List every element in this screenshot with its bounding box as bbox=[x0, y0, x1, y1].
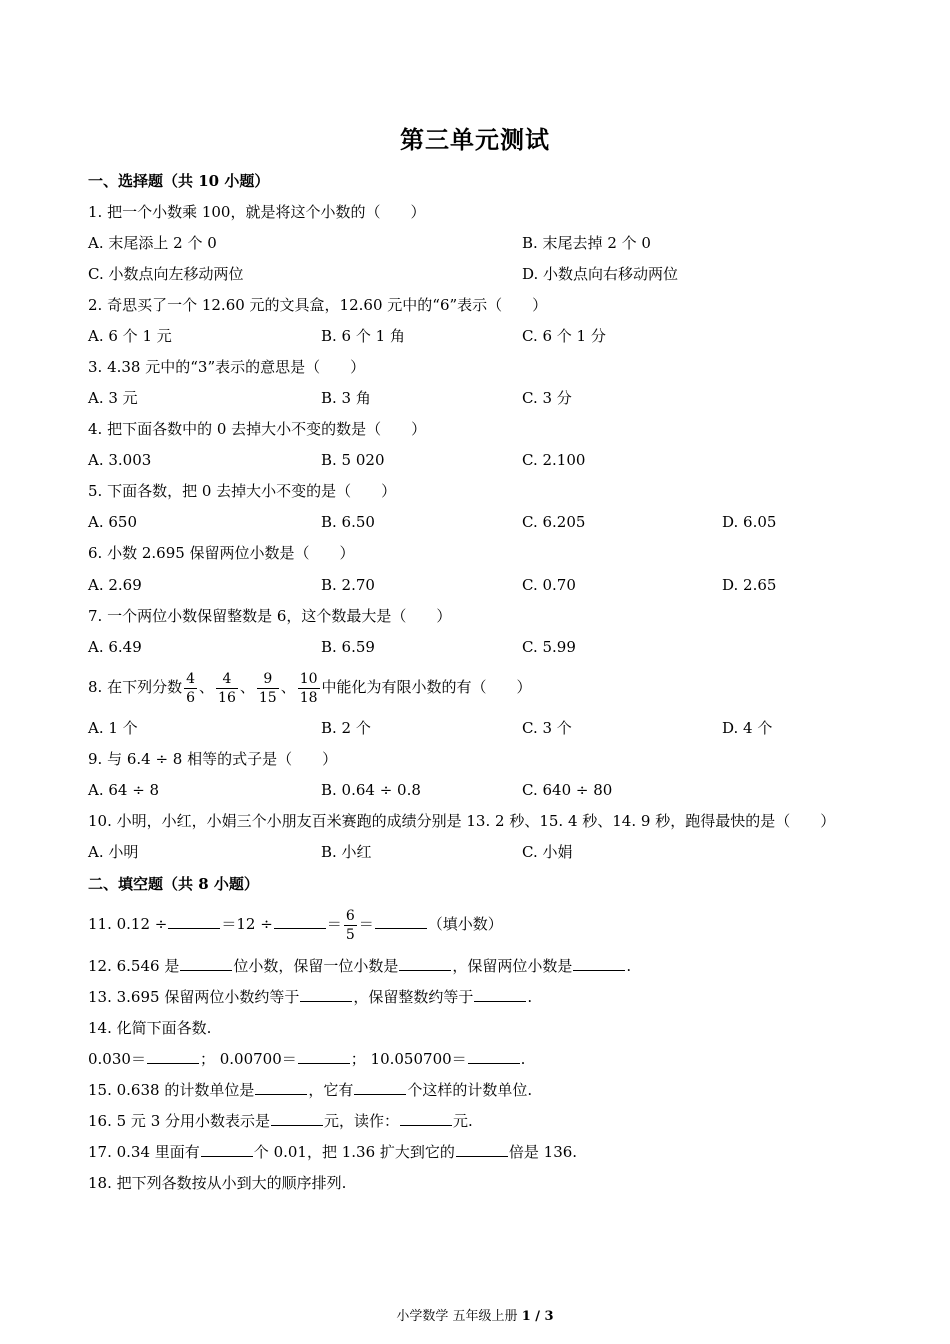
q10-option-c: C. 小娟 bbox=[522, 843, 573, 861]
answer-blank[interactable] bbox=[399, 956, 451, 971]
q11-text: 11. 0.12 ÷ bbox=[88, 915, 168, 933]
fraction-9-15 bbox=[257, 670, 279, 707]
q3-option-c: C. 3 分 bbox=[522, 389, 572, 407]
q12-text: 位小数，保留一位小数是 bbox=[233, 957, 399, 975]
q6-option-a: A. 2.69 bbox=[88, 576, 142, 594]
q12-text: ，保留两位小数是 bbox=[452, 957, 573, 975]
page-number: 1 / 3 bbox=[521, 1309, 554, 1324]
answer-blank[interactable] bbox=[147, 1049, 199, 1064]
q10-option-a: A. 小明 bbox=[88, 843, 139, 861]
q16-text: 元，读作： bbox=[324, 1112, 400, 1130]
q11-text: ＝ bbox=[358, 915, 374, 933]
question-5: 5. 下面各数，把 0 去掉大小不变的是（ ） bbox=[88, 482, 397, 500]
answer-blank[interactable] bbox=[468, 1049, 520, 1064]
question-17 bbox=[88, 1142, 577, 1162]
question-16 bbox=[88, 1111, 473, 1131]
q3-option-b: B. 3 角 bbox=[321, 389, 371, 407]
answer-blank[interactable] bbox=[168, 914, 220, 929]
q5-option-c: C. 6.205 bbox=[522, 513, 586, 531]
question-18: 18. 把下列各数按从小到大的顺序排列. bbox=[88, 1174, 347, 1192]
q10-option-b: B. 小红 bbox=[321, 843, 372, 861]
q8-option-d: D. 4 个 bbox=[722, 719, 773, 737]
q7-option-a: A. 6.49 bbox=[88, 638, 142, 656]
q6-option-b: B. 2.70 bbox=[321, 576, 375, 594]
question-14: 14. 化简下面各数. bbox=[88, 1019, 212, 1037]
q13-text: 13. 3.695 保留两位小数约等于 bbox=[88, 988, 300, 1006]
q6-option-d: D. 2.65 bbox=[722, 576, 777, 594]
q5-option-d: D. 6.05 bbox=[722, 513, 777, 531]
q15-text: ，它有 bbox=[308, 1081, 354, 1099]
q1-option-c: C. 小数点向左移动两位 bbox=[88, 265, 244, 283]
fraction-denominator: 18 bbox=[299, 689, 318, 706]
answer-blank[interactable] bbox=[180, 956, 232, 971]
page-footer bbox=[0, 1305, 950, 1324]
q3-option-a: A. 3 元 bbox=[88, 389, 138, 407]
answer-blank[interactable] bbox=[201, 1142, 253, 1157]
q6-option-c: C. 0.70 bbox=[522, 576, 576, 594]
answer-blank[interactable] bbox=[300, 987, 352, 1002]
fraction-numerator: 4 bbox=[186, 670, 196, 687]
fraction-denominator: 16 bbox=[218, 689, 236, 706]
question-10: 10. 小明，小红，小娟三个小朋友百米赛跑的成绩分别是 13. 2 秒、15. 4 秒、14. 9 秒，跑得最快的是（ ） bbox=[88, 812, 836, 830]
answer-blank[interactable] bbox=[354, 1080, 406, 1095]
answer-blank[interactable] bbox=[298, 1049, 350, 1064]
q1-option-b: B. 末尾去掉 2 个 0 bbox=[522, 234, 651, 252]
section-heading-choice: 一、选择题（共 10 小题） bbox=[88, 172, 270, 190]
q4-option-a: A. 3.003 bbox=[88, 451, 152, 469]
separator: 、 bbox=[280, 678, 296, 696]
question-13 bbox=[88, 987, 532, 1007]
q11-text: （填小数） bbox=[427, 915, 503, 933]
q15-text: 个这样的计数单位. bbox=[407, 1081, 533, 1099]
question-15 bbox=[88, 1080, 532, 1100]
q14-text: ； 10.050700＝ bbox=[350, 1050, 467, 1068]
q16-text: 元. bbox=[453, 1112, 473, 1130]
q8-option-a: A. 1 个 bbox=[88, 719, 138, 737]
answer-blank[interactable] bbox=[274, 914, 326, 929]
fraction-6-5 bbox=[344, 907, 357, 944]
q14-text: 0.030＝ bbox=[88, 1050, 146, 1068]
q12-text: . bbox=[626, 957, 632, 975]
fraction-denominator: 6 bbox=[186, 689, 196, 706]
q5-option-b: B. 6.50 bbox=[321, 513, 375, 531]
question-14-items bbox=[88, 1049, 525, 1069]
q7-option-c: C. 5.99 bbox=[522, 638, 576, 656]
separator: 、 bbox=[239, 678, 255, 696]
answer-blank[interactable] bbox=[573, 956, 625, 971]
answer-blank[interactable] bbox=[400, 1111, 452, 1126]
question-7: 7. 一个两位小数保留整数是 6，这个数最大是（ ） bbox=[88, 607, 452, 625]
q12-text: 12. 6.546 是 bbox=[88, 957, 180, 975]
q14-text: ； 0.00700＝ bbox=[199, 1050, 297, 1068]
q2-option-b: B. 6 个 1 角 bbox=[321, 327, 405, 345]
fraction-numerator: 6 bbox=[345, 907, 355, 924]
answer-blank[interactable] bbox=[474, 987, 526, 1002]
q1-option-d: D. 小数点向右移动两位 bbox=[522, 265, 679, 283]
footer-text: 小学数学 五年级上册 bbox=[396, 1309, 522, 1324]
q13-text: ，保留整数约等于 bbox=[353, 988, 474, 1006]
q17-text: 个 0.01，把 1.36 扩大到它的 bbox=[253, 1143, 455, 1161]
q9-option-b: B. 0.64 ÷ 0.8 bbox=[321, 781, 421, 799]
fraction-denominator: 5 bbox=[345, 926, 355, 943]
q9-option-a: A. 64 ÷ 8 bbox=[88, 781, 160, 799]
q17-text: 倍是 136. bbox=[508, 1143, 578, 1161]
fraction-numerator: 4 bbox=[216, 670, 238, 689]
q11-text: ＝ bbox=[326, 915, 342, 933]
question-2: 2. 奇思买了一个 12.60 元的文具盒，12.60 元中的“6”表示（ ） bbox=[88, 296, 548, 314]
q8-suffix: 中能化为有限小数的有（ ） bbox=[321, 678, 532, 696]
q15-text: 15. 0.638 的计数单位是 bbox=[88, 1081, 255, 1099]
question-6: 6. 小数 2.695 保留两位小数是（ ） bbox=[88, 544, 355, 562]
q2-option-a: A. 6 个 1 元 bbox=[88, 327, 172, 345]
q8-option-b: B. 2 个 bbox=[321, 719, 371, 737]
question-3: 3. 4.38 元中的“3”表示的意思是（ ） bbox=[88, 358, 366, 376]
q11-text: ＝12 ÷ bbox=[221, 915, 273, 933]
answer-blank[interactable] bbox=[271, 1111, 323, 1126]
q4-option-b: B. 5 020 bbox=[321, 451, 385, 469]
question-8 bbox=[88, 666, 532, 708]
fraction-4-16 bbox=[216, 670, 238, 707]
question-9: 9. 与 6.4 ÷ 8 相等的式子是（ ） bbox=[88, 750, 338, 768]
q8-option-c: C. 3 个 bbox=[522, 719, 572, 737]
section-heading-fill: 二、填空题（共 8 小题） bbox=[88, 875, 259, 893]
answer-blank[interactable] bbox=[456, 1142, 508, 1157]
q1-option-a: A. 末尾添上 2 个 0 bbox=[88, 234, 217, 252]
q9-option-c: C. 640 ÷ 80 bbox=[522, 781, 613, 799]
question-4: 4. 把下面各数中的 0 去掉大小不变的数是（ ） bbox=[88, 420, 427, 438]
q2-option-c: C. 6 个 1 分 bbox=[522, 327, 606, 345]
answer-blank[interactable] bbox=[375, 914, 427, 929]
q16-text: 16. 5 元 3 分用小数表示是 bbox=[88, 1112, 271, 1130]
q5-option-a: A. 650 bbox=[88, 513, 137, 531]
fraction-4-6 bbox=[184, 670, 197, 707]
answer-blank[interactable] bbox=[255, 1080, 307, 1095]
fraction-numerator: 10 bbox=[299, 670, 318, 687]
fraction-numerator: 9 bbox=[257, 670, 279, 689]
page-title: 第三单元测试 bbox=[400, 125, 550, 154]
question-11 bbox=[88, 903, 503, 945]
q8-prefix: 8. 在下列分数 bbox=[88, 678, 183, 696]
question-1: 1. 把一个小数乘 100，就是将这个小数的（ ） bbox=[88, 203, 426, 221]
q17-text: 17. 0.34 里面有 bbox=[88, 1143, 200, 1161]
q4-option-c: C. 2.100 bbox=[522, 451, 586, 469]
fraction-denominator: 15 bbox=[258, 689, 277, 706]
question-12 bbox=[88, 956, 631, 976]
q14-text: . bbox=[520, 1050, 526, 1068]
fraction-10-18 bbox=[298, 670, 320, 707]
q13-text: . bbox=[527, 988, 533, 1006]
separator: 、 bbox=[199, 678, 215, 696]
q7-option-b: B. 6.59 bbox=[321, 638, 375, 656]
